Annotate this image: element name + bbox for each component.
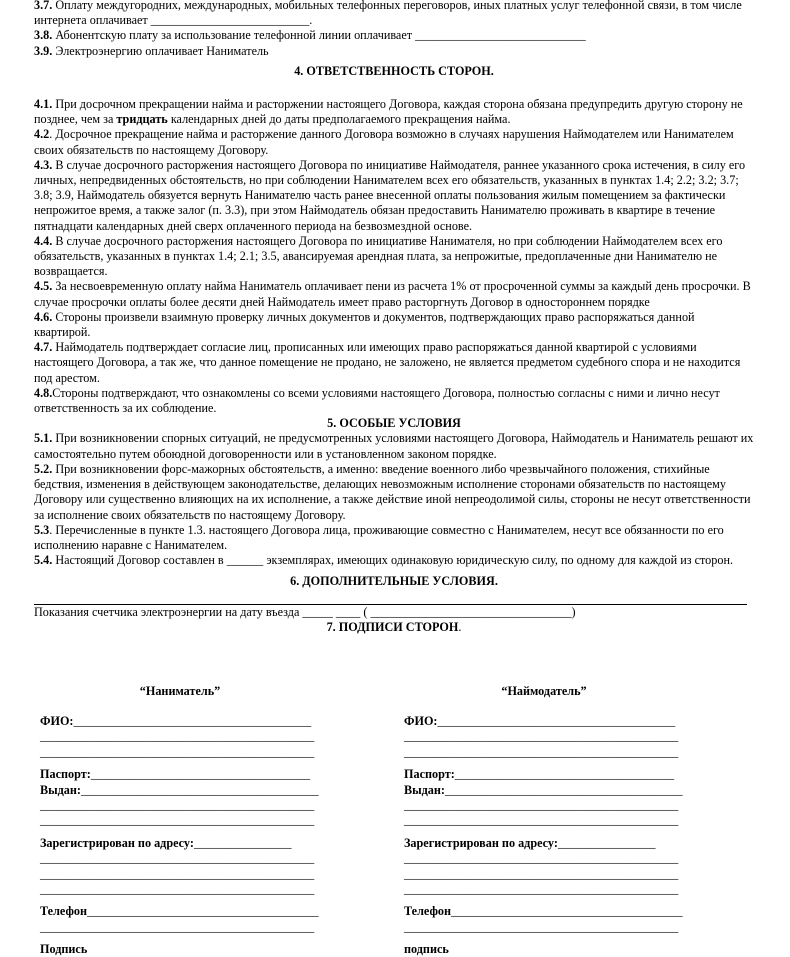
clause-4-5 xyxy=(34,279,754,309)
signature-field-row xyxy=(40,882,320,897)
signature-field-blank[interactable]: _____________________________________________ xyxy=(40,797,315,812)
signature-field-label: Телефон xyxy=(404,904,452,919)
signature-field-blank[interactable]: _____________________________________________ xyxy=(40,919,315,934)
section-4-title: 4. ОТВЕТСТВЕННОСТЬ СТОРОН. xyxy=(294,63,494,78)
signature-field-row xyxy=(404,882,684,897)
signature-field-label: Паспорт: xyxy=(40,767,91,782)
clause-text: При возникновении форс-мажорных обстоятельств, а именно: введение военного либо чрезвычайного положения, стихийные бедствия, изменения в действующем законодательстве, делающих невозможным исполнение сторонами обязательств по настоящему Договору или существенно влияющих на их исполнение, а также действие иной непреодолимой силы, стороны не несут ответственности за исполнение своих обязательств по настоящему Договору. xyxy=(34,461,751,522)
blank-line xyxy=(34,590,747,605)
clause-text: Наймодатель подтверждает согласие лиц, прописанных или имеющих право распоряжаться данной квартирой с условиями настоящего Договора, а так же, что данное помещение не продано, не заложено, не является предметом судебного спора и не находится под арестом. xyxy=(34,340,741,385)
signature-field-blank[interactable]: _____________________________________________ xyxy=(40,813,315,828)
signature-field-row xyxy=(40,798,320,813)
signature-field-row xyxy=(40,729,320,744)
signature-field-blank[interactable]: _______________________________________ xyxy=(444,782,683,797)
spacer xyxy=(40,935,320,942)
clause-number: 4.5. xyxy=(34,279,53,294)
signature-field-blank[interactable]: _____________________________________________ xyxy=(404,919,679,934)
signature-field-label: ФИО: xyxy=(404,714,438,728)
signature-field-blank[interactable]: _____________________________________________ xyxy=(404,851,679,866)
clause-text: В случае досрочного расторжения настоящего Договора по инициативе Нанимателя, но при соблюдении Наймодателем всех его обязательств, указанных в пунктах 1.4; 2.1; 3.5, авансируемая арендная плата, за непрожитые, предоплаченные дни Нанимателю не возвращается. xyxy=(34,233,723,279)
signature-field-label: Паспорт: xyxy=(404,767,455,782)
clause-text: Стороны произвели взаимную проверку личных документов и документов, подтверждающих право распоряжаться данной квартирой. xyxy=(34,309,695,340)
clause-4-1 xyxy=(34,97,754,127)
spacer xyxy=(404,760,684,767)
signature-field-blank[interactable]: ______________________________________ xyxy=(451,904,683,919)
signature-field-row xyxy=(404,745,684,760)
signature-field-label: Зарегистрирован по адресу: xyxy=(40,835,194,850)
clause-3-7 xyxy=(34,0,754,28)
tenant-title: “Наниматель” xyxy=(139,684,221,698)
clause-number: 4.6. xyxy=(34,309,53,324)
signature-field-row xyxy=(40,767,320,782)
clause-number: 4.8. xyxy=(34,385,53,400)
clause-text: Стороны подтверждают, что ознакомлены со всеми условиями настоящего Договора, полностью согласны с ними и лично несут ответственность за их соблюдение. xyxy=(34,385,720,416)
signature-field-label: Выдан: xyxy=(40,782,81,797)
spacer xyxy=(404,935,684,942)
signature-field-row xyxy=(40,813,320,828)
signature-field-blank[interactable]: _______________________________________ xyxy=(437,714,676,728)
signature-field-row xyxy=(404,798,684,813)
clause-text: . Перечисленные в пункте 1.3. настоящего Договора лица, проживающие совместно с Нанимателем, несут все обязанности по его исполнению наравне с Нанимателем. xyxy=(34,522,724,552)
signature-field-row xyxy=(40,836,320,851)
clause-number: 4.4. xyxy=(34,233,53,248)
signature-field-row xyxy=(40,745,320,760)
clause-number: 5.4. xyxy=(34,553,53,568)
signature-field-blank[interactable]: _____________________________________________ xyxy=(404,797,679,812)
signature-field-row xyxy=(404,904,684,919)
clause-number: 4.3. xyxy=(34,157,53,172)
signature-field-blank[interactable]: _____________________________________________ xyxy=(404,881,679,896)
clause-text: Абонентскую плату за использование телефонной линии оплачивает ____________________________ xyxy=(52,28,586,43)
signature-field-row xyxy=(404,867,684,882)
signature-field-row xyxy=(404,783,684,798)
clause-4-3 xyxy=(34,158,754,234)
clause-number: 5.3 xyxy=(34,522,50,537)
landlord-title: “Наймодатель” xyxy=(501,684,587,698)
clause-number: 4.1. xyxy=(34,97,53,112)
section-7-title-text: 7. ПОДПИСИ СТОРОН xyxy=(326,619,459,634)
clause-text: календарных дней до даты предполагаемого прекращения найма. xyxy=(167,112,511,127)
clause-number: 5.2. xyxy=(34,461,53,476)
section-5-title: 5. ОСОБЫЕ УСЛОВИЯ xyxy=(327,416,461,431)
signature-field-row xyxy=(40,904,320,919)
signature-field-blank[interactable]: _____________________________________________ xyxy=(40,866,315,881)
clause-5-2 xyxy=(34,462,754,523)
signature-field-blank[interactable]: _____________________________________________ xyxy=(40,729,315,744)
clause-4-2 xyxy=(34,127,754,157)
spacer xyxy=(40,829,320,836)
signature-field-blank[interactable]: ________________ xyxy=(193,835,292,850)
signature-field-label: Телефон xyxy=(40,904,88,919)
clause-5-1 xyxy=(34,431,754,461)
signature-field-blank[interactable]: _____________________________________________ xyxy=(40,851,315,866)
signature-field-row xyxy=(404,714,684,729)
signature-field-blank[interactable]: ____________________________________ xyxy=(90,767,311,782)
signature-field-label: Зарегистрирован по адресу: xyxy=(404,835,558,850)
section-7-title-dot: . xyxy=(458,619,462,634)
signature-field-blank[interactable]: _____________________________________________ xyxy=(40,744,315,759)
spacer xyxy=(404,829,684,836)
clause-text: За несвоевременную оплату найма Наниматель оплачивает пени из расчета 1% от просроченной суммы за каждый день просрочки. В случае просрочки оплаты более десяти дней Наймодатель имеет право расторгнуть Договор в одностороннем порядке xyxy=(34,279,751,309)
clause-text: В случае досрочного расторжения настоящего Договора по инициативе Наймодателя, раннее указанного срока истечения, в силу его личных, непредвиденных обстоятельств, но при соблюдении Нанимателем всех его обязательств, указанных в пунктах 1.4; 2.2; 3.2; 3.7; 3.8; 3.9, Наймодатель обязуется вернуть Нанимателю часть ранее внесенной оплаты пользования жилым помещением за фактически непрожитое время, а также залог (п. 3.3), при этом Наймодатель обязан предоставить Нанимателю проживать в квартире в течение пятнадцати календарных дней сверх оплаченного периода на безвозмездной основе. xyxy=(34,157,746,233)
clause-4-4 xyxy=(34,234,754,280)
signature-field-label: Подпись xyxy=(40,942,88,957)
signature-field-row xyxy=(404,920,684,935)
meter-reading-line: Показания счетчика электроэнергии на дату въезда _____ ____ ( _________________________________) xyxy=(34,604,576,619)
clause-number: 5.1. xyxy=(34,431,53,446)
spacer xyxy=(40,760,320,767)
signature-field-blank[interactable]: _____________________________________________ xyxy=(40,881,315,896)
signature-field-blank[interactable]: _____________________________________________ xyxy=(404,744,679,759)
signature-field-row xyxy=(404,836,684,851)
signature-field-blank[interactable]: _______________________________________ xyxy=(80,782,319,797)
clause-4-7 xyxy=(34,340,754,386)
tenant-column xyxy=(40,684,320,957)
spacer xyxy=(404,897,684,904)
signature-field-row xyxy=(404,729,684,744)
signature-field-blank[interactable]: ______________________________________ xyxy=(87,904,319,919)
clause-number: 4.7. xyxy=(34,340,53,355)
landlord-column xyxy=(404,684,684,957)
signature-field-row xyxy=(404,767,684,782)
signature-field-label: подпись xyxy=(404,942,449,957)
signature-field-row xyxy=(40,851,320,866)
clause-number: 3.7. xyxy=(34,0,53,12)
document-page xyxy=(34,0,754,957)
signature-field-label: ФИО: xyxy=(40,714,74,728)
signature-field-row xyxy=(40,714,320,729)
clause-number: 3.9. xyxy=(34,43,53,58)
clause-text: . Досрочное прекращение найма и расторжение данного Договора возможно в случаях нарушения Наймодателем или Нанимателем своих обязательств по настоящему Договору. xyxy=(34,127,734,157)
signature-field-blank[interactable]: _______________________________________ xyxy=(73,714,312,728)
clause-4-6 xyxy=(34,310,754,340)
signature-field-row xyxy=(40,867,320,882)
clause-emphasis: тридцать xyxy=(116,112,168,127)
section-6-title: 6. ДОПОЛНИТЕЛЬНЫЕ УСЛОВИЯ. xyxy=(290,574,498,589)
clause-4-8 xyxy=(34,386,754,416)
clause-text: Оплату междугородних, международных, мобильных телефонных переговоров, иных платных услуг телефонной связи, в том числе интернета оплачивает __________________________. xyxy=(34,0,742,28)
clause-number: 3.8. xyxy=(34,28,53,43)
clause-3-9 xyxy=(34,44,754,59)
signature-field-row xyxy=(404,813,684,828)
signature-field-row xyxy=(404,851,684,866)
signature-field-row xyxy=(40,920,320,935)
spacer xyxy=(40,897,320,904)
clause-text: Настоящий Договор составлен в ______ экземплярах, имеющих одинаковую юридическую силу, по одному для каждой из сторон. xyxy=(52,553,734,568)
clause-text: При возникновении спорных ситуаций, не предусмотренных условиями настоящего Договора, Наймодатель и Наниматель решают их самостоятельно путем обоюдной договоренности или в установленном законом порядке. xyxy=(34,431,754,461)
clause-3-8 xyxy=(34,28,754,43)
clause-text: При досрочном прекращении найма и расторжении настоящего Договора, каждая сторона обязана предупредить другую сторону не позднее, чем за xyxy=(34,97,743,127)
clause-text: Электроэнергию оплачивает Наниматель xyxy=(52,43,269,58)
section-7-title xyxy=(34,620,754,635)
signature-field-blank[interactable]: _____________________________________________ xyxy=(404,866,679,881)
signature-field-blank[interactable]: ____________________________________ xyxy=(454,767,675,782)
signature-field-blank[interactable]: _____________________________________________ xyxy=(404,729,679,744)
clause-number: 4.2 xyxy=(34,127,50,142)
signature-field-label: Выдан: xyxy=(404,782,445,797)
signature-field-blank[interactable]: _____________________________________________ xyxy=(404,813,679,828)
clause-5-3 xyxy=(34,523,754,553)
signature-field-row xyxy=(40,783,320,798)
clause-5-4 xyxy=(34,553,754,568)
signature-field-blank[interactable]: ________________ xyxy=(557,835,656,850)
